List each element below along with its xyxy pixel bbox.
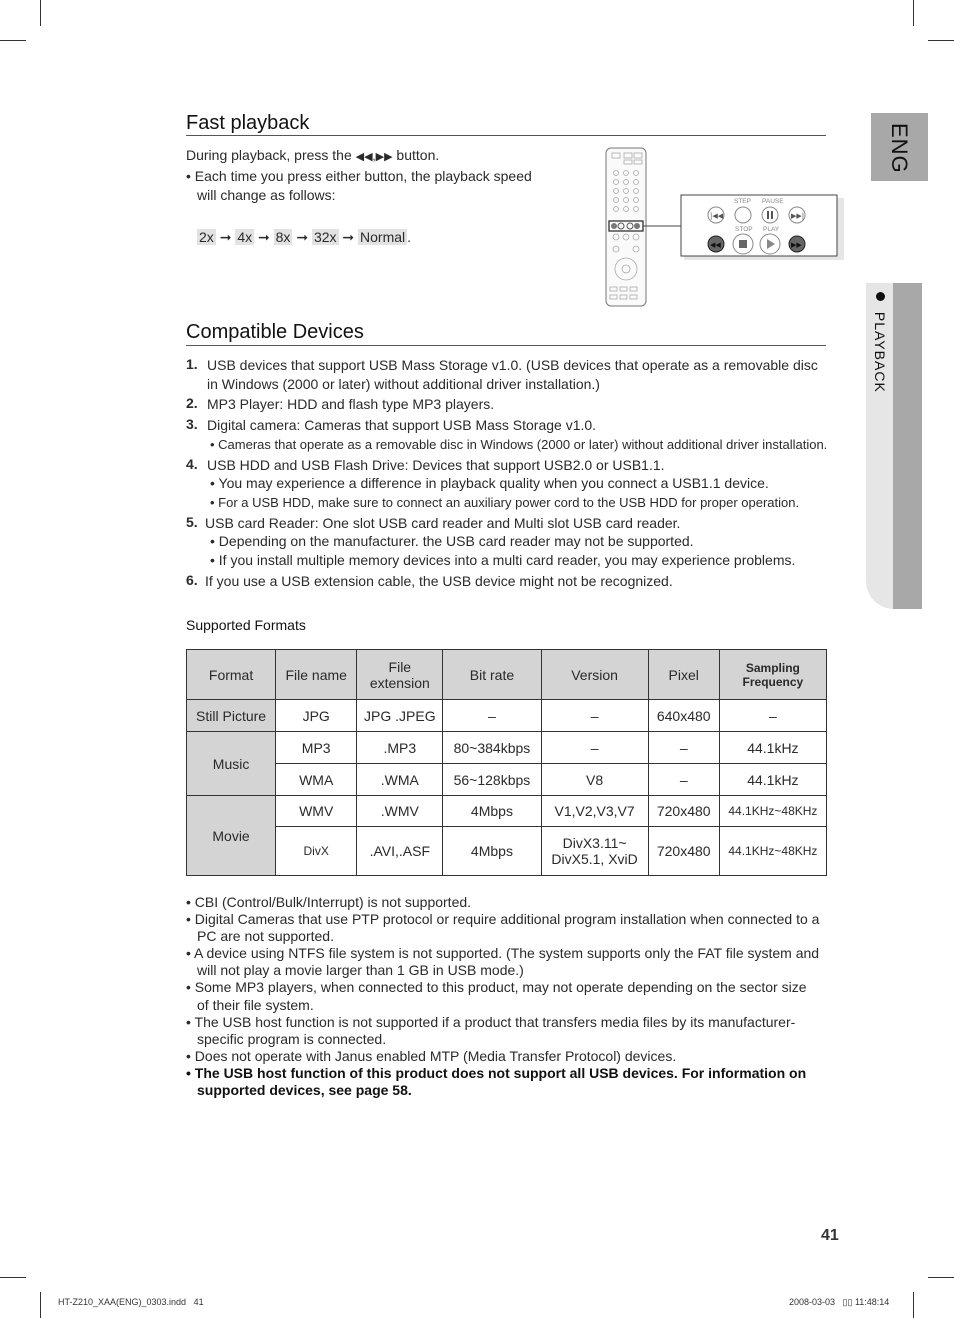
format-music: Music [187, 732, 276, 796]
cell: V8 [541, 764, 648, 796]
cell [541, 827, 648, 876]
list-subitem: • If you install multiple memory devices into a multi card reader, you may experience problems. [210, 552, 796, 568]
note-item-bold-cont: supported devices, see page 58. [197, 1082, 412, 1098]
cell: – [541, 700, 648, 732]
arrow-icon: ➞ [342, 229, 355, 245]
item-number: 4. [186, 456, 198, 472]
footer-file: HT-Z210_XAA(ENG)_0303.indd 41 [58, 1297, 204, 1307]
supported-formats-title: Supported Formats [186, 617, 306, 633]
header-pixel: Pixel [648, 650, 719, 700]
fast-playback-title: Fast playback [186, 112, 310, 134]
list-subitem: • Depending on the manufacturer. the USB card reader may not be supported. [210, 533, 694, 549]
crop-mark [40, 1292, 41, 1318]
playback-tab-label [868, 292, 888, 393]
speed-8x: 8x [275, 229, 291, 245]
cell: MP3 [276, 732, 357, 764]
cell: – [541, 732, 648, 764]
skip-forward-glyph: ▶▶| [791, 212, 805, 220]
note-item: • CBI (Control/Bulk/Interrupt) is not supported. [186, 894, 472, 910]
arrow-icon: ➞ [219, 229, 232, 245]
eng-tab [871, 113, 928, 181]
cell: JPG .JPEG [357, 700, 443, 732]
list-item: Digital camera: Cameras that support USB Mass Storage v1.0. [207, 417, 597, 433]
section-rule [186, 135, 826, 136]
cell: – [648, 764, 719, 796]
list-item: If you use a USB extension cable, the USB device might not be recognized. [205, 573, 673, 589]
table-row [187, 700, 827, 732]
rewind-forward-buttons-icon: ◀◀,▶▶ [355, 151, 393, 163]
intro-text: During playback, press the [186, 147, 356, 163]
cell: 44.1KHz~48KHz [719, 796, 826, 827]
cell: 720x480 [648, 796, 719, 827]
cell: 720x480 [648, 827, 719, 876]
cell: 56~128kbps [443, 764, 541, 796]
table-header-row [187, 650, 827, 700]
speed-normal: Normal [360, 229, 406, 245]
speed-2x: 2x [199, 229, 214, 245]
cell: 4Mbps [443, 796, 541, 827]
cell: .MP3 [357, 732, 443, 764]
skip-back-glyph: |◀◀ [710, 212, 724, 220]
fast-playback-bullet-cont: will change as follows: [197, 187, 336, 203]
speed-sequence [197, 228, 411, 247]
table-row [187, 732, 827, 764]
cell: WMA [276, 764, 357, 796]
header-file-name: File name [276, 650, 357, 700]
table-row [187, 827, 827, 876]
header-bit-rate: Bit rate [443, 650, 541, 700]
play-label: PLAY [763, 226, 780, 233]
crop-mark [913, 0, 914, 26]
crop-mark [40, 0, 41, 26]
list-subitem: • You may experience a difference in playback quality when you connect a USB1.1 device. [210, 475, 769, 491]
note-item-cont: specific program is connected. [197, 1031, 387, 1047]
list-item: USB card Reader: One slot USB card reader and Multi slot USB card reader. [205, 515, 681, 531]
header-version: Version [541, 650, 648, 700]
note-item-cont: will not play a movie larger than 1 GB in USB mode.) [197, 962, 524, 978]
list-item: in Windows (2000 or later) without additional driver installation.) [207, 376, 600, 392]
playback-tab-strip [893, 283, 922, 609]
pause-icon [762, 207, 778, 223]
list-item: USB HDD and USB Flash Drive: Devices that support USB2.0 or USB1.1. [207, 457, 665, 473]
step-icon [735, 207, 751, 223]
note-item-cont: PC are not supported. [197, 928, 334, 944]
item-number: 3. [186, 416, 198, 432]
note-item-bold: • The USB host function of this product does not support all USB devices. For information on [186, 1065, 807, 1081]
bullet-dot-icon [876, 292, 885, 301]
crop-mark [0, 40, 26, 41]
header-format: Format [187, 650, 276, 700]
table-row [187, 764, 827, 796]
cell: V1,V2,V3,V7 [541, 796, 648, 827]
rewind-glyph: ◀◀ [710, 241, 721, 249]
note-item: • Some MP3 players, when connected to this product, may not operate depending on the sector size [186, 979, 807, 995]
cell: .WMA [357, 764, 443, 796]
cell: – [648, 732, 719, 764]
crop-mark [913, 1292, 914, 1318]
version-line: DivX3.11~ [562, 835, 627, 851]
fast-forward-glyph: ▶▶ [791, 241, 802, 249]
note-item: • The USB host function is not supported if a product that transfers media files by its manufacturer- [186, 1014, 796, 1030]
footer-date: 2008-03-03 ▯▯ 11:48:14 [789, 1297, 890, 1307]
speed-end: . [407, 229, 412, 245]
note-item: • Does not operate with Janus enabled MTP (Media Transfer Protocol) devices. [186, 1048, 677, 1064]
cell: WMV [276, 796, 357, 827]
cell: 44.1kHz [719, 732, 826, 764]
page-number: 41 [821, 1227, 839, 1244]
cell: DivX [276, 827, 357, 876]
cell: 4Mbps [443, 827, 541, 876]
item-number: 1. [186, 356, 198, 372]
cell: .WMV [357, 796, 443, 827]
pause-label: PAUSE [762, 198, 784, 205]
cell: – [719, 700, 826, 732]
cell: 80~384kbps [443, 732, 541, 764]
speed-32x: 32x [313, 229, 337, 245]
cell: 44.1KHz~48KHz [719, 827, 826, 876]
crop-mark [928, 1277, 954, 1278]
remote-illustration [600, 145, 845, 310]
compatible-devices-title: Compatible Devices [186, 321, 364, 343]
fast-playback-intro [186, 146, 439, 167]
cell: 44.1kHz [719, 764, 826, 796]
arrow-icon: ➞ [296, 229, 309, 245]
formats-table [186, 649, 827, 876]
callout-box [681, 195, 837, 256]
list-subitem: • For a USB HDD, make sure to connect an auxiliary power cord to the USB HDD for proper operation. [210, 495, 800, 510]
item-number: 2. [186, 395, 198, 411]
note-item-cont: of their file system. [197, 997, 314, 1013]
speed-4x: 4x [237, 229, 253, 245]
intro-text-end: button. [392, 147, 440, 163]
format-movie: Movie [187, 796, 276, 876]
note-item: • Digital Cameras that use PTP protocol or require additional program installation when connected to a [186, 911, 820, 927]
item-number: 5. [186, 514, 198, 530]
cell: .AVI,.ASF [357, 827, 443, 876]
list-subitem: • Cameras that operate as a removable disc in Windows (2000 or later) without additional driver installation. [210, 437, 828, 452]
list-item: USB devices that support USB Mass Storage v1.0. (USB devices that operate as a removable disc [207, 357, 818, 373]
note-item: • A device using NTFS file system is not supported. (The system supports only the FAT file system and [186, 945, 820, 961]
stop-label: STOP [735, 226, 753, 233]
crop-mark [0, 1277, 26, 1278]
step-label: STEP [734, 198, 751, 205]
playback-label-text: PLAYBACK [872, 311, 888, 393]
table-row [187, 796, 827, 827]
header-sampling-frequency: Sampling Frequency [719, 650, 826, 700]
fast-playback-bullet: • Each time you press either button, the playback speed [186, 168, 532, 184]
section-rule [186, 345, 826, 346]
format-still-picture: Still Picture [187, 700, 276, 732]
cell: 640x480 [648, 700, 719, 732]
eng-tab-label: ENG [887, 123, 912, 174]
list-item: MP3 Player: HDD and flash type MP3 players. [207, 396, 495, 412]
cell: JPG [276, 700, 357, 732]
item-number: 6. [186, 572, 198, 588]
crop-mark [928, 40, 954, 41]
version-line: DivX5.1, XviD [551, 851, 638, 867]
remote-control-icon [606, 148, 646, 306]
header-file-extension: File extension [357, 650, 443, 700]
cell: – [443, 700, 541, 732]
arrow-icon: ➞ [258, 229, 270, 245]
